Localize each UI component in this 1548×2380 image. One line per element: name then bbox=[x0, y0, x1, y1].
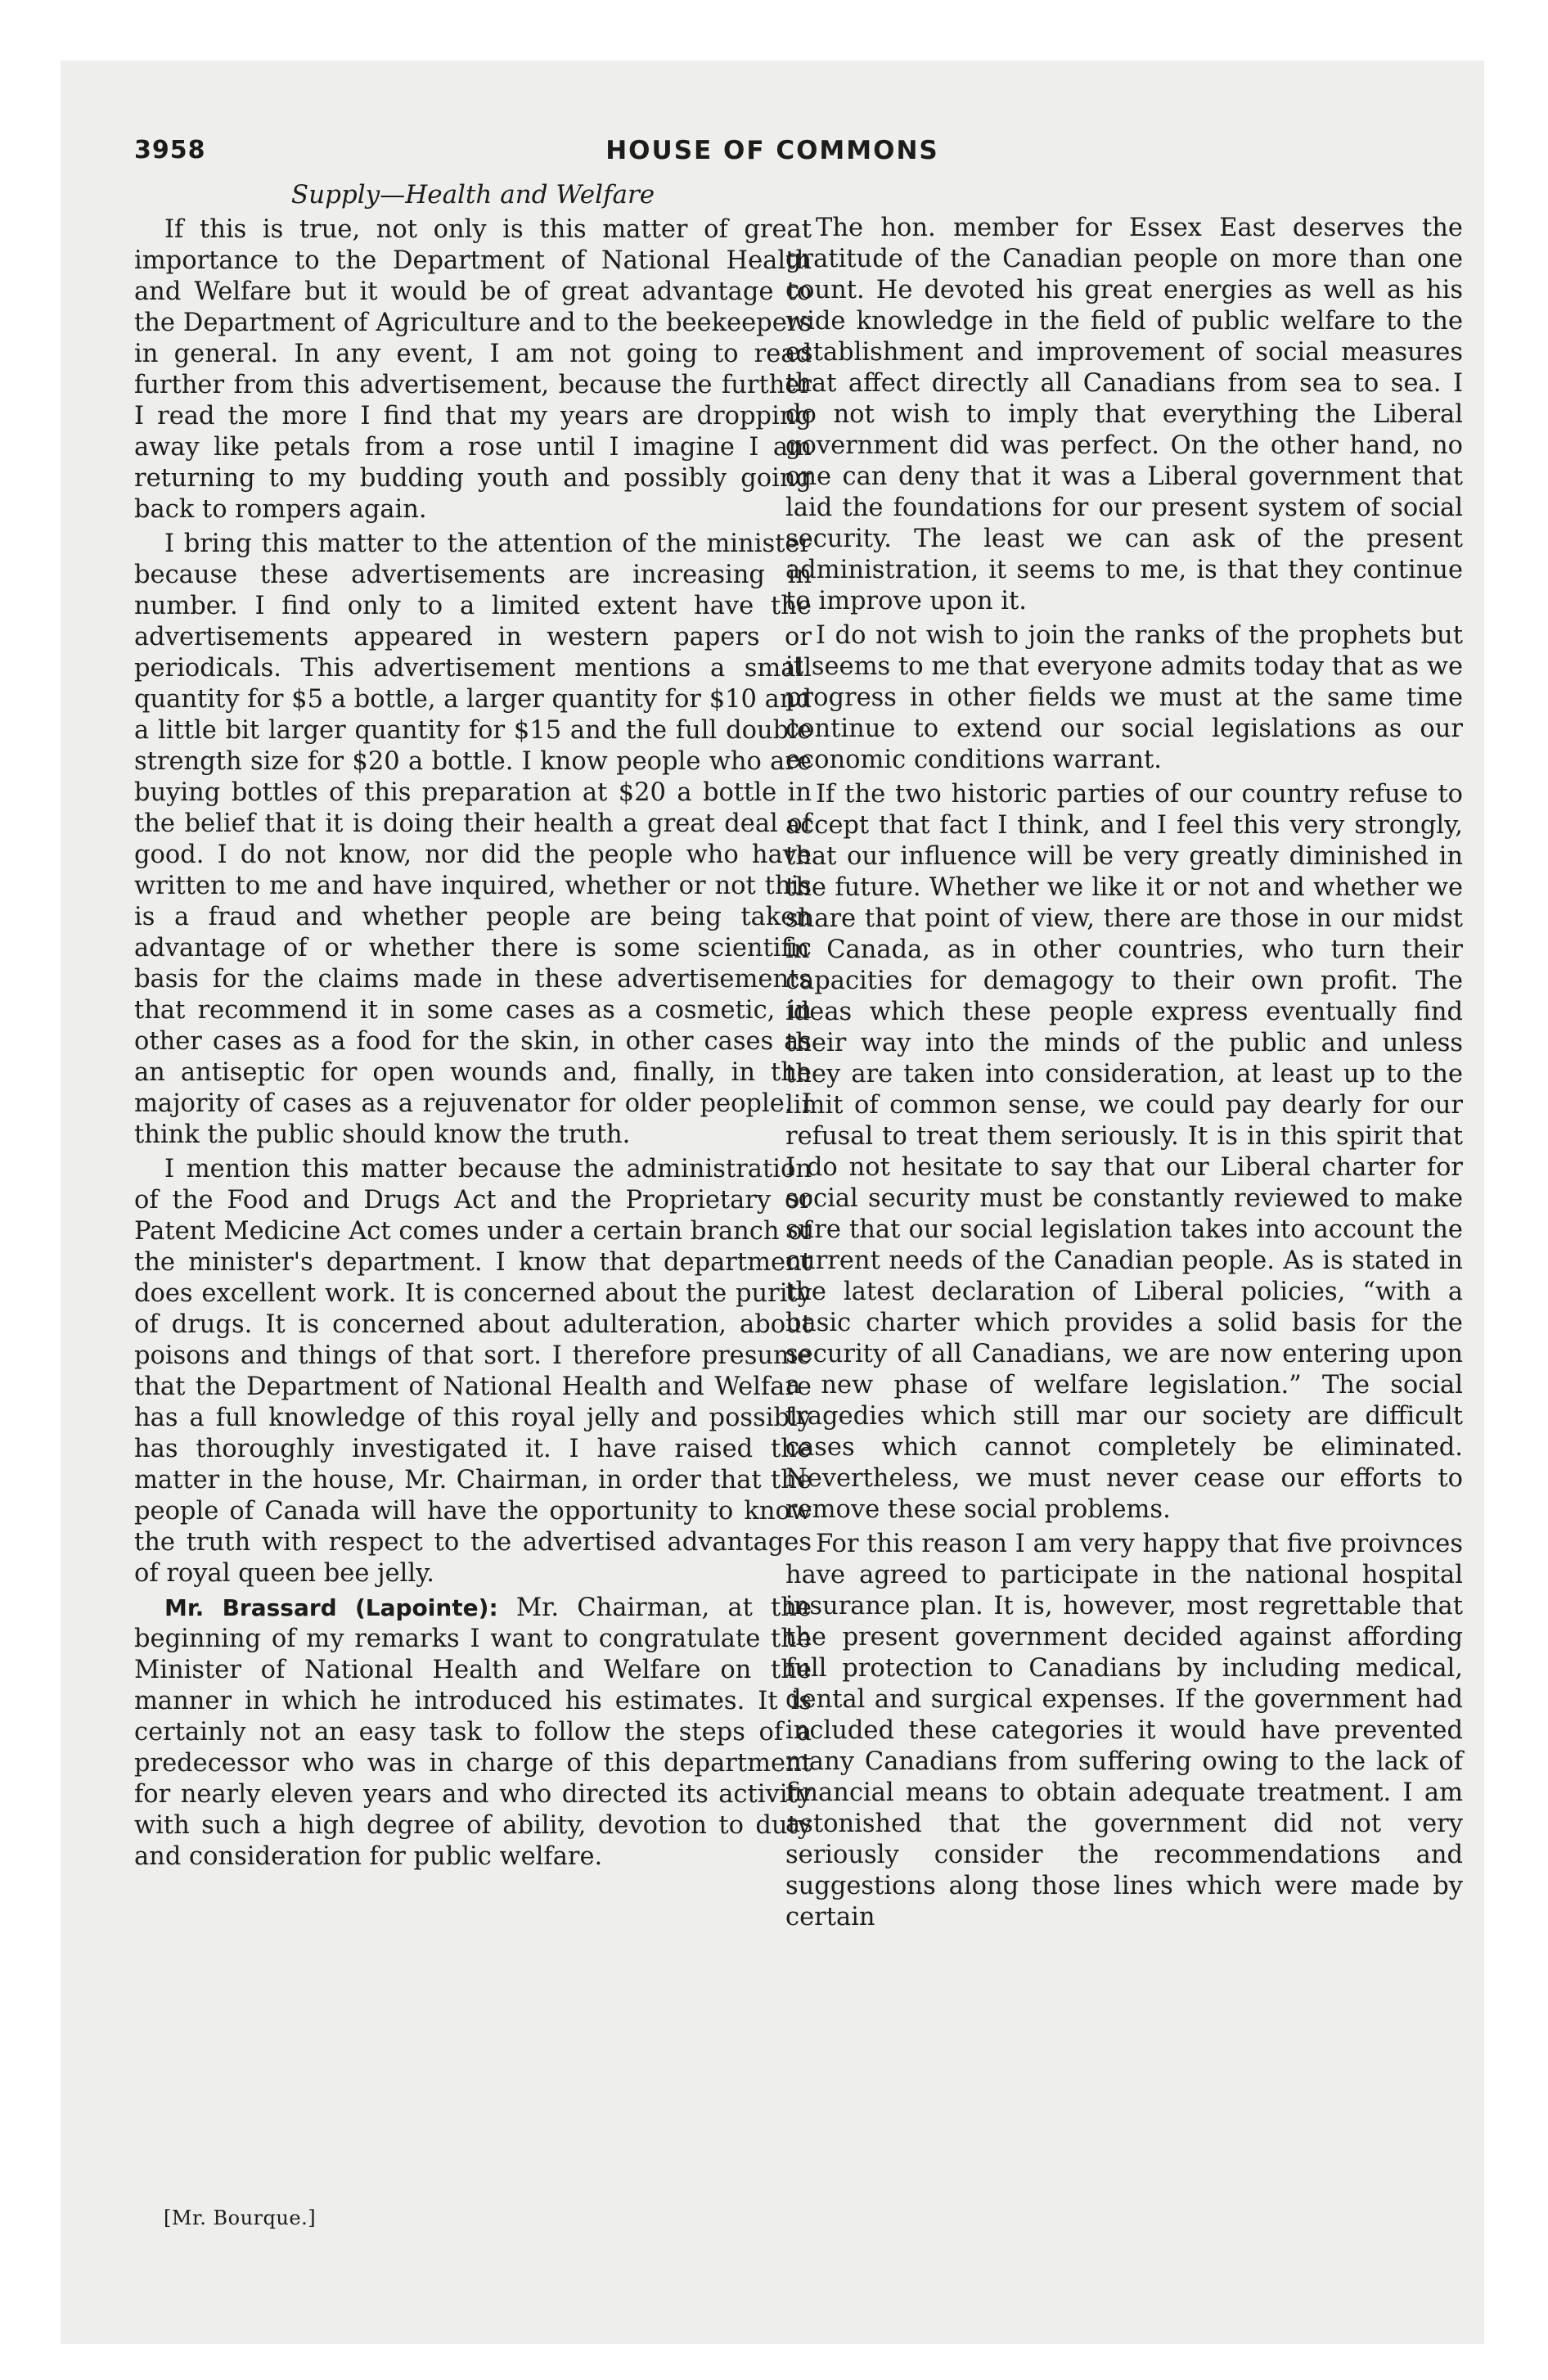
left-paragraph-2: I bring this matter to the attention of the minister because these advertisements are increasing in number. I find only to a limited extent have the advertisements appeared in western papers or periodicals. This advertisement mentions a small quantity for $5 a bottle, a larger quantity for $10 and a little bit larger quantity for $15 and the full double strength size for $20 a bottle. I know people who are buying bottles of this preparation at $20 a bottle in the belief that it is doing their health a great deal of good. I do not know, nor did the people who have written to me and have inquired, whether or not this is a fraud and whether people are being taken advantage of or whether there is some scientific basis for the claims made in these advertisements that recommend it in some cases as a cosmetic, in other cases as a food for the skin, in other cases as an antiseptic for open wounds and, finally, in the majority of cases as a rejuvenator for older people. I think the public should know the truth. bbox=[134, 530, 812, 1149]
speaker-remarks: Mr. Chairman, at the beginning of my remarks I want to congratulate the Minister of National Health and Welfare on the manner in which he introduced his estimates. It is certainly not an easy task to follow the steps of a predecessor who was in charge of this department for nearly eleven years and who directed its activity with such a high degree of ability, devotion to duty and consideration for public welfare. bbox=[134, 1593, 812, 1871]
running-head bbox=[61, 136, 1484, 172]
left-paragraph-1: If this is true, not only is this matter of great importance to the Department of National Health and Welfare but it would be of great advantage to the Department of Agriculture and to the beekeepers in general. In any event, I am not going to read further from this advertisement, because the further I read the more I find that my years are dropping away like petals from a rose until I imagine I am returning to my budding youth and possibly going back to rompers again. bbox=[134, 215, 812, 524]
right-paragraph-3: If the two historic parties of our country refuse to accept that fact I think, and I feel this very strongly, that our influence will be very greatly diminished in the future. Whether we like it or not and whether we share that point of view, there are those in our midst in Canada, as in other countries, who turn their capacities for demagogy to their own profit. The ideas which these people express eventually find their way into the minds of the public and unless they are taken into consideration, at least up to the limit of common sense, we could pay dearly for our refusal to treat them seriously. It is in this spirit that I do not hesitate to say that our Liberal charter for social security must be constantly reviewed to make sure that our social legislation takes into account the current needs of the Canadian people. As is stated in the latest declaration of Liberal policies, “with a basic charter which provides a solid basis for the security of all Canadians, we are now entering upon a new phase of welfare legislation.” The social tragedies which still mar our society are difficult cases which cannot completely be eliminated. Nevertheless, we must never cease our efforts to remove these social problems. bbox=[785, 780, 1463, 1524]
speaker-name: Mr. Brassard (Lapointe): bbox=[164, 1594, 498, 1621]
journal-title: HOUSE OF COMMONS bbox=[605, 136, 939, 165]
right-paragraph-4: For this reason I am very happy that five proivnces have agreed to participate in the national hospital insurance plan. It is, however, most regrettable that the present government decided against affording full protection to Canadians by including medical, dental and surgical expenses. If the government had included these categories it would have prevented many Canadians from suffering owing to the lack of financial means to obtain adequate treatment. I am astonished that the government did not very seriously consider the recommendations and suggestions along those lines which were made by certain bbox=[785, 1530, 1463, 1931]
left-paragraph-4 bbox=[134, 1593, 812, 1873]
hansard-page bbox=[61, 61, 1484, 2344]
speaker-footnote: [Mr. Bourque.] bbox=[164, 2206, 317, 2229]
right-column bbox=[785, 213, 1463, 1936]
subject-heading: Supply—Health and Welfare bbox=[290, 180, 655, 210]
left-paragraph-3: I mention this matter because the administration of the Food and Drugs Act and the Proprietary or Patent Medicine Act comes under a certain branch of the minister's department. I know that department does excellent work. It is concerned about the purity of drugs. It is concerned about adulteration, about poisons and things of that sort. I therefore presume that the Department of National Health and Welfare has a full knowledge of this royal jelly and possibly has thoroughly investigated it. I have raised the matter in the house, Mr. Chairman, in order that the people of Canada will have the opportunity to know the truth with respect to the advertised advantages of royal queen bee jelly. bbox=[134, 1155, 812, 1588]
page-number: 3958 bbox=[134, 136, 206, 165]
right-paragraph-2: I do not wish to join the ranks of the prophets but it seems to me that everyone admits today that as we progress in other fields we must at the same time continue to extend our social legislations as our economic conditions warrant. bbox=[785, 621, 1463, 774]
right-paragraph-1: The hon. member for Essex East deserves the gratitude of the Canadian people on more than one count. He devoted his great energies as well as his wide knowledge in the field of public welfare to the establishment and improvement of social measures that affect directly all Canadians from sea to sea. I do not wish to imply that everything the Liberal government did was perfect. On the other hand, no one can deny that it was a Liberal government that laid the foundations for our present system of social security. The least we can ask of the present administration, it seems to me, is that they continue to improve upon it. bbox=[785, 214, 1463, 615]
left-column bbox=[134, 214, 812, 1876]
